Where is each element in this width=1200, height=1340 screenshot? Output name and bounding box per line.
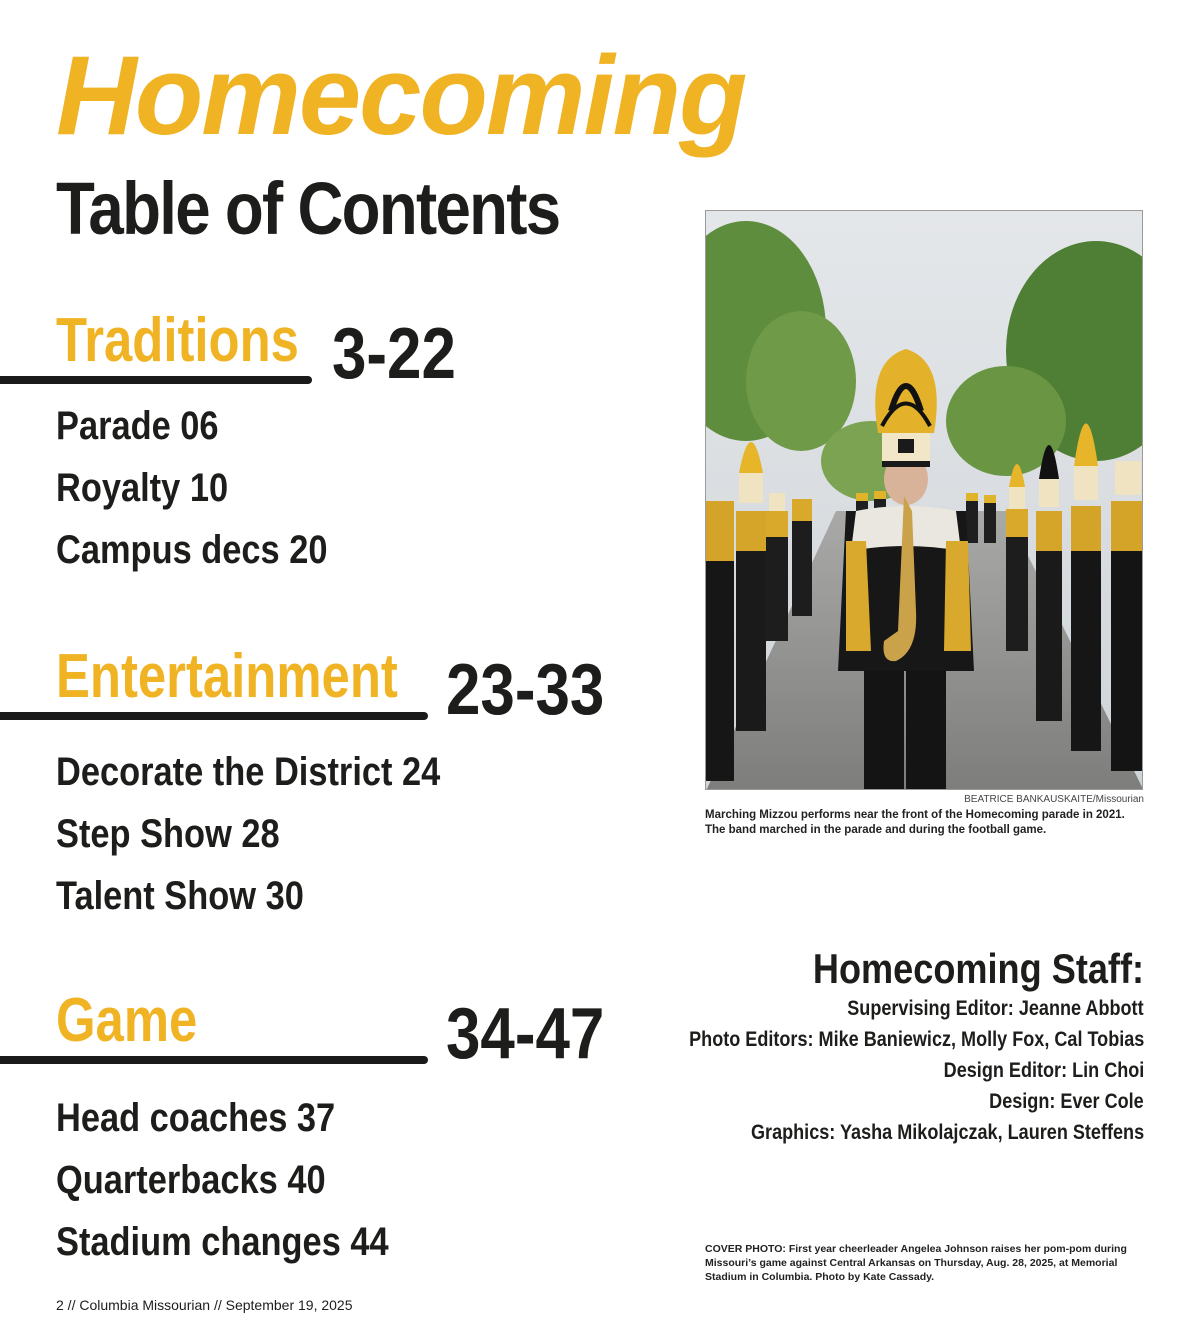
- toc-item-stadium-changes: Stadium changes 44: [56, 1220, 389, 1264]
- page-footer: 2 // Columbia Missourian // September 19, 2025: [56, 1297, 353, 1313]
- staff-line-graphics: Graphics: Yasha Mikolajczak, Lauren Steffens: [750, 1121, 1144, 1144]
- toc-item-royalty: Royalty 10: [56, 466, 229, 510]
- page-title: Table of Contents: [56, 167, 560, 250]
- section-title-game: Game: [56, 986, 198, 1055]
- section-rule-entertainment: [0, 712, 428, 720]
- section-rule-game: [0, 1056, 428, 1064]
- toc-item-decorate-the-district: Decorate the District 24: [56, 750, 441, 794]
- toc-item-head-coaches: Head coaches 37: [56, 1096, 336, 1140]
- toc-item-parade: Parade 06: [56, 404, 219, 448]
- toc-item-campus-decs: Campus decs 20: [56, 528, 328, 572]
- staff-line-design: Design: Ever Cole: [989, 1090, 1144, 1113]
- section-range-game: 34-47: [446, 994, 605, 1074]
- section-range-traditions: 3-22: [332, 314, 456, 394]
- cover-photo-note: COVER PHOTO: First year cheerleader Angelea Johnson raises her pom-pom during Missouri’s game against Central Arkansas on Thursday, Aug. 28, 2025, at Memorial Stadium in Columbia. Photo by Kate Cassady.: [705, 1243, 1127, 1283]
- section-range-entertainment: 23-33: [446, 650, 605, 730]
- section-title-entertainment: Entertainment: [56, 642, 398, 711]
- toc-item-step-show: Step Show 28: [56, 812, 280, 856]
- staff-line-photo-editors: Photo Editors: Mike Baniewicz, Molly Fox, Cal Tobias: [688, 1028, 1144, 1051]
- marching-band-photo: [705, 210, 1143, 790]
- section-title-traditions: Traditions: [56, 306, 299, 375]
- toc-item-quarterbacks: Quarterbacks 40: [56, 1158, 326, 1202]
- staff-line-supervising-editor: Supervising Editor: Jeanne Abbott: [847, 997, 1144, 1020]
- photo-caption: Marching Mizzou performs near the front of the Homecoming parade in 2021. The band marched in the parade and during the football game.: [705, 809, 1125, 836]
- staff-title: Homecoming Staff:: [812, 945, 1144, 992]
- toc-item-talent-show: Talent Show 30: [56, 874, 304, 918]
- masthead-title: Homecoming: [56, 33, 746, 158]
- photo-credit: BEATRICE BANKAUSKAITE/Missourian: [964, 794, 1144, 805]
- section-rule-traditions: [0, 376, 312, 384]
- staff-line-design-editor: Design Editor: Lin Choi: [943, 1059, 1144, 1082]
